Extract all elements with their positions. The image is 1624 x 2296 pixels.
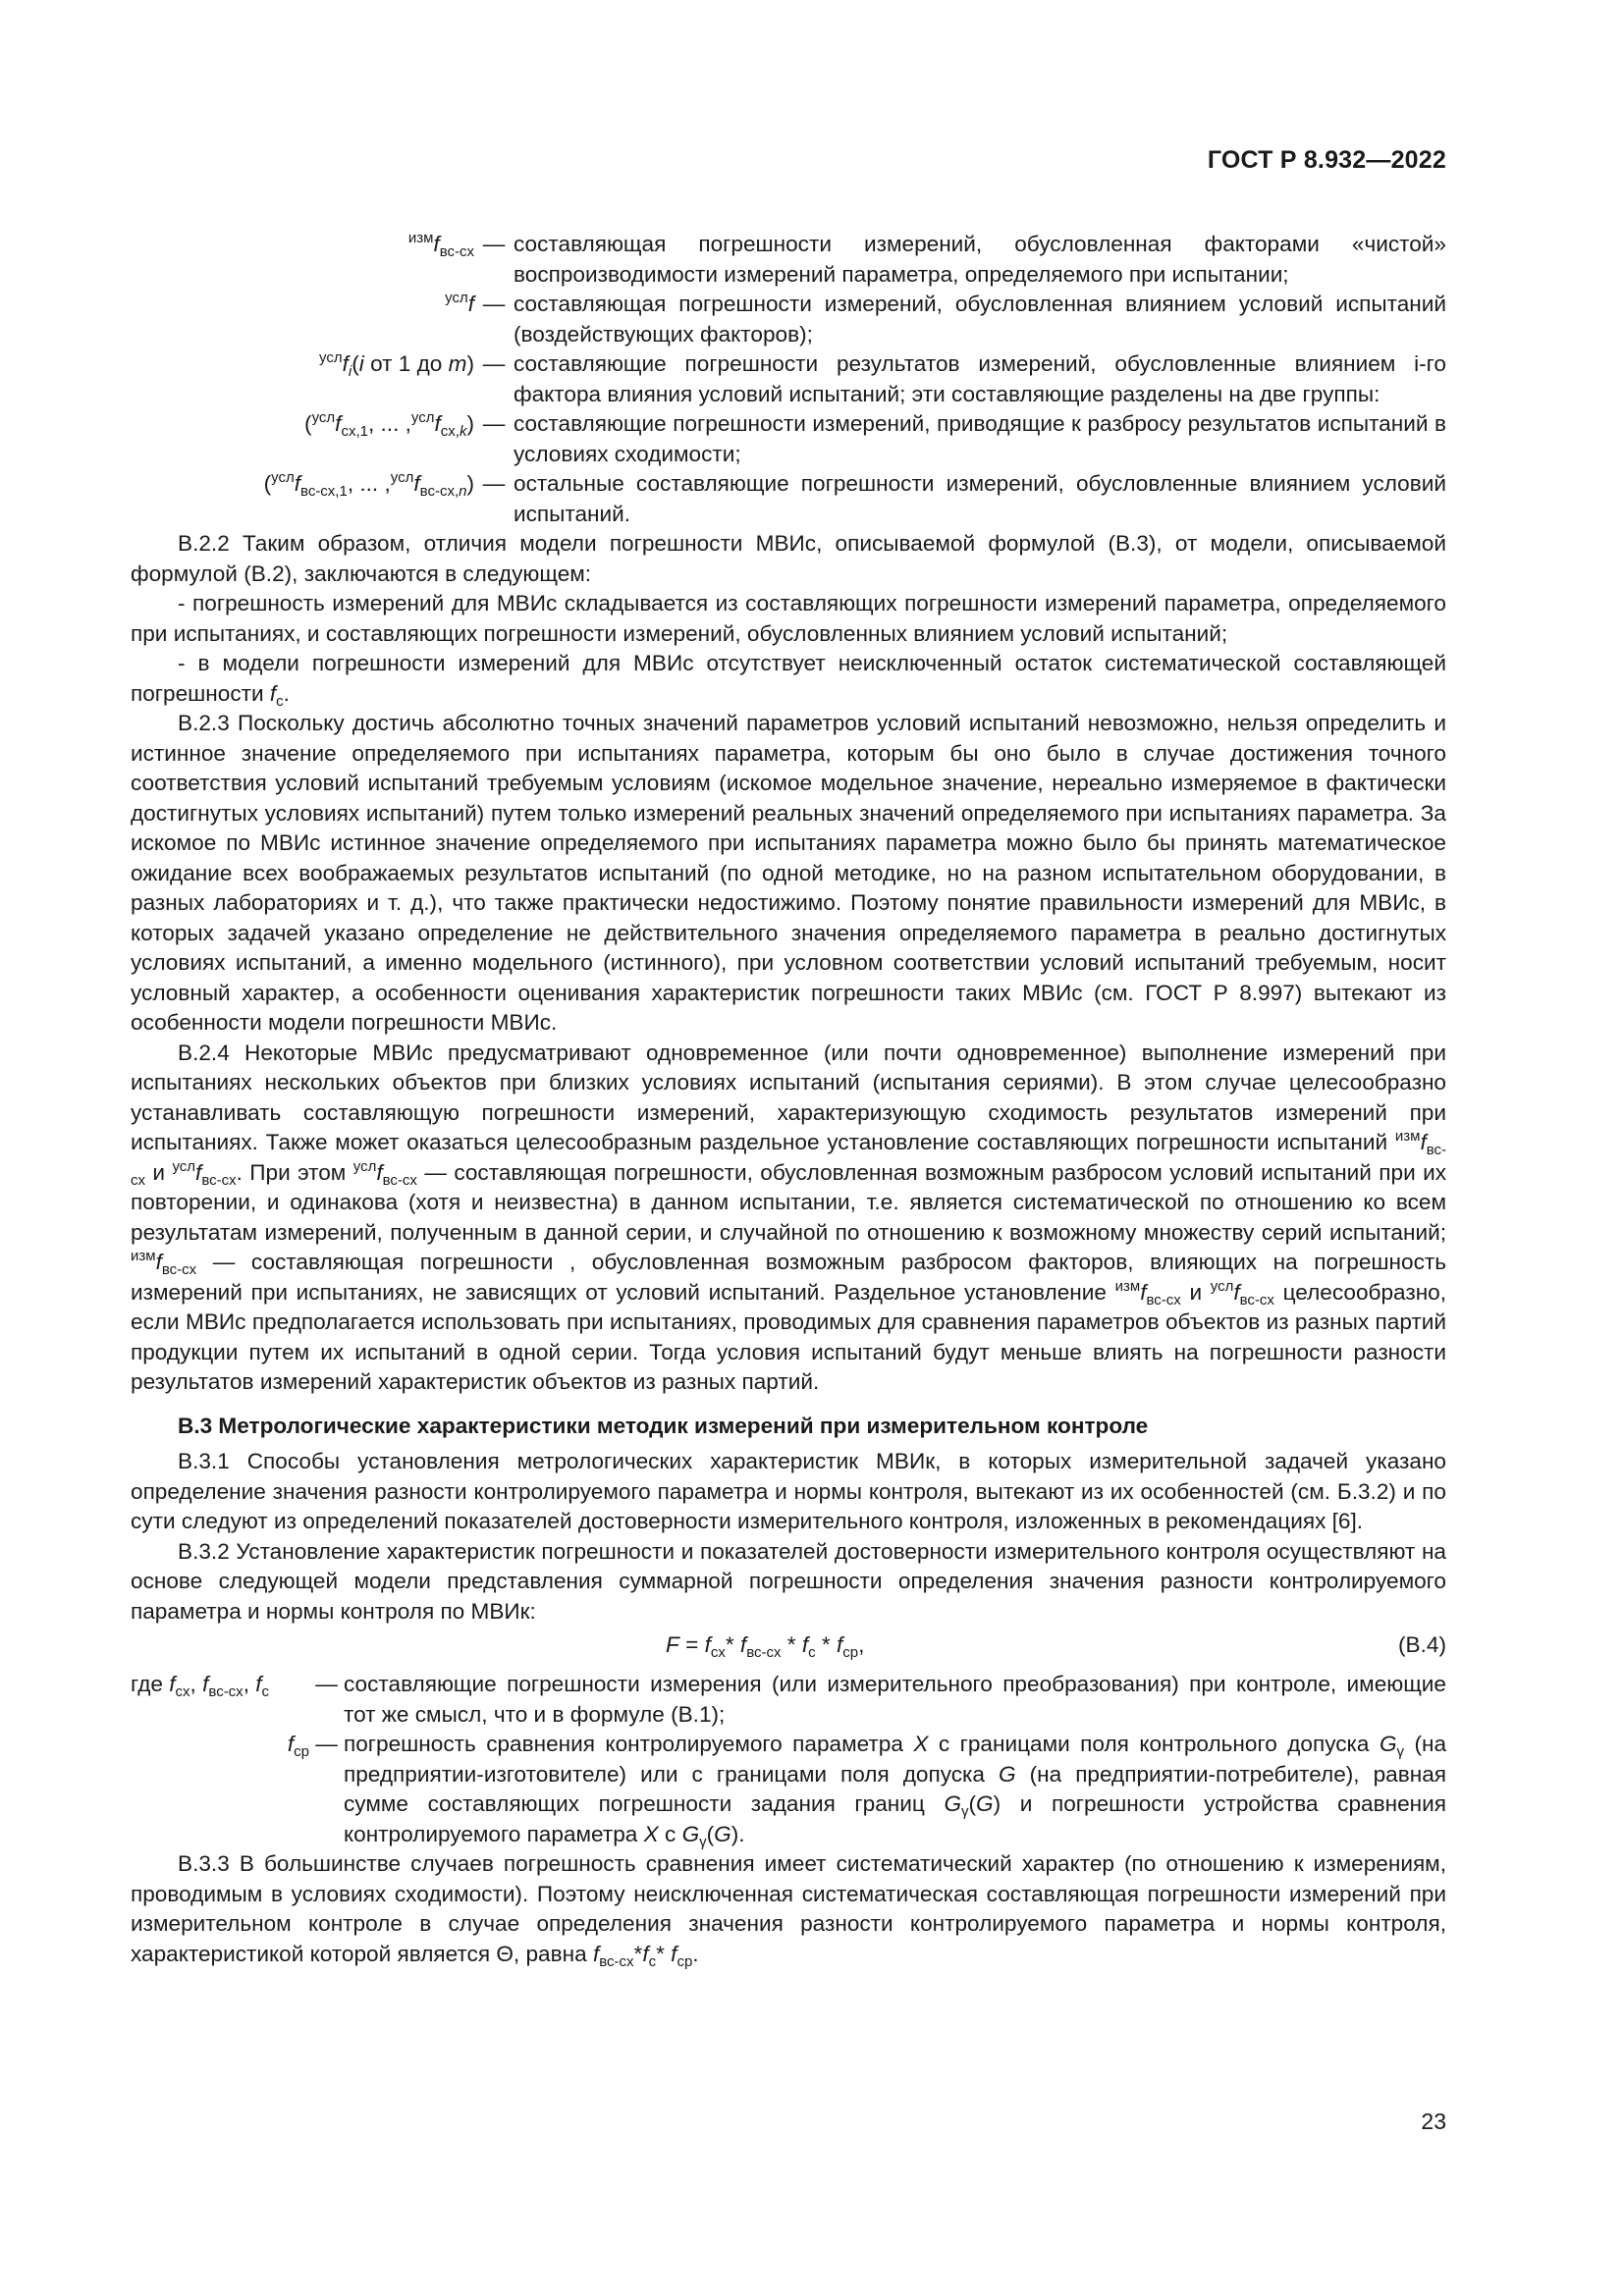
definition-symbol: ($^{усл}f_{сх,1}$, ... $,^{усл}f_{сх,k}$) xyxy=(304,409,474,440)
paragraph-b22: В.2.2 Таким образом, отличия модели погрешности МВИс, описываемой формулой (В.3), от модели, описываемой формулой (В.2), заключаются в следующем: xyxy=(131,531,1446,586)
page-number: 23 xyxy=(1421,2109,1446,2134)
paragraph-b33: В.3.3 В большинстве случаев погрешность сравнения имеет систематический характер (по отношению к измерениям, проводимым в условиях сходимости). Поэтому неисключенная систематическая составляющая погрешности измерений при измерительном контроле в случае определения значения разности контролируемого параметра и нормы контроля, характеристикой которой является Θ, равна $f_{вс-сх}*f_с*$ $f_{ср}$. xyxy=(131,1851,1446,1970)
formula-expression: $F = f_{сх}*$ $f_{вс-сх} * f_с * f_{ср}$, xyxy=(666,1632,865,1661)
definition-text: составляющая погрешности измерений, обусловленная влиянием условий испытаний (воздействующих факторов); xyxy=(514,292,1446,347)
definition-text: погрешность сравнения контролируемого параметра X с границами поля контрольного допуска $G_\gamma$ (на предприятии-изготовителе) или с границами поля допуска G (на предприятии-потребителе), равная сумме составляющих погрешности задания границ $G_\gamma(G)$ и погрешности устройства сравнения контролируемого параметра X с $G_\gamma(G)$. xyxy=(344,1732,1447,1850)
definition-row: $^{усл}$f — составляющая погрешности измерений, обусловленная влиянием условий испытаний (воздействующих факторов); xyxy=(131,290,1446,349)
paragraph-b31: В.3.1 Способы установления метрологических характеристик МВИк, в которых измерительной задачей указано определение значения разности контролируемого параметра и нормы контроля, вытекают из их особенностей (см. Б.3.2) и по сути следуют из определений показателей достоверности измерительного контроля, изложенных в рекомендациях [6]. xyxy=(131,1449,1446,1533)
definitions-list-1 xyxy=(131,230,1446,529)
definition-text: остальные составляющие погрешности измерений, обусловленные влиянием условий испытаний. xyxy=(514,471,1446,526)
definition-row: $^{усл}f_i(i$ от 1 до m) — составляющие погрешности результатов измерений, обусловленные влиянием i-го фактора влияния условий испытаний; эти составляющие разделены на две группы: xyxy=(131,349,1446,409)
page-content xyxy=(131,142,1446,1969)
definition-text: составляющая погрешности измерений, обусловленная факторами «чистой» воспроизводимости измерений параметра, определяемого при испытании; xyxy=(514,232,1446,287)
definitions-list-2 xyxy=(131,1670,1446,1849)
definition-row: $^{изм}f_{вс-сх}$ — составляющая погрешности измерений, обусловленная факторами «чистой» воспроизводимости измерений параметра, определяемого при испытании; xyxy=(131,230,1446,290)
definition-symbol: $^{усл}$f xyxy=(445,290,474,316)
definition-symbol: $^{усл}f_i(i$ от 1 до m) xyxy=(319,349,474,380)
definition-text: составляющие погрешности измерения (или измерительного преобразования) при контроле, имеющие тот же смысл, что и в формуле (В.1); xyxy=(344,1672,1446,1727)
definition-symbol: $f_{ср}$ xyxy=(287,1732,309,1760)
section-heading-b3: В.3 Метрологические характеристики методик измерений при измерительном контроле xyxy=(178,1413,1149,1438)
formula-number: (В.4) xyxy=(1398,1632,1446,1657)
definition-symbol: где $f_{сх}$, $f_{вс-сх}$, $f_с$ xyxy=(131,1672,270,1700)
definition-row: где $f_{сх}$, $f_{вс-сх}$, $f_с$ — составляющие погрешности измерения (или измерительного преобразования) при контроле, имеющие тот же смысл, что и в формуле (В.1); xyxy=(131,1670,1446,1730)
paragraph-b22-item-b: - в модели погрешности измерений для МВИс отсутствует неисключенный остаток систематической составляющей погрешности $f_с$. xyxy=(131,651,1446,710)
definition-text: составляющие погрешности измерений, приводящие к разбросу результатов испытаний в условиях сходимости; xyxy=(514,411,1446,466)
paragraph-b32: В.3.2 Установление характеристик погрешности и показателей достоверности измерительного контроля осуществляют на основе следующей модели представления суммарной погрешности определения значения разности контролируемого параметра и нормы контроля по МВИк: xyxy=(131,1538,1446,1624)
definition-symbol: ($^{усл}f_{вс-сх,1}$, ... $,^{усл}f_{вс-сх,n}$) xyxy=(263,469,474,500)
definition-row: ($^{усл}f_{вс-сх,1}$, ... $,^{усл}f_{вс-сх,n}$) — остальные составляющие погрешности измерений, обусловленные влиянием условий испытаний. xyxy=(131,469,1446,529)
paragraph-b24: В.2.4 Некоторые МВИс предусматривают одновременное (или почти одновременное) выполнение измерений при испытаниях нескольких объектов при близких условиях испытаний (испытания сериями). В этом случае целесообразно устанавливать составляющую погрешности измерений, характеризующую сходимость результатов измерений при испытаниях. Также может оказаться целесообразным раздельное установление составляющих погрешности испытаний $^{изм}f_{вс-сх}$ и $^{усл}f_{вс-сх}$. При этом $^{усл}f_{вс-сх}$ — составляющая погрешности, обусловленная возможным разбросом условий испытаний при их повторении, и одинакова (хотя и неизвестна) в данном испытании, т.е. является систематической по отношению ко всем результатам измерений, полученным в данной серии, и случайной по отношению к возможному множеству серий испытаний; $^{изм}f_{вс-сх}$ — составляющая погрешности , обусловленная возможным разбросом факторов, влияющих на погрешность измерений при испытаниях, не зависящих от условий испытаний. Раздельное установление $^{изм}f_{вс-сх}$ и $^{усл}f_{вс-сх}$ целесообразно, если МВИс предполагается использовать при испытаниях, проводимых для сравнения параметров объектов из разных партий продукции путем их испытаний в одной серии. Тогда условия испытаний будут меньше влиять на погрешности разности результатов измерений характеристик объектов из разных партий. xyxy=(131,1040,1447,1394)
definition-text: составляющие погрешности результатов измерений, обусловленные влиянием i-го фактора влияния условий испытаний; эти составляющие разделены на две группы: xyxy=(514,351,1446,406)
document-id: ГОСТ Р 8.932—2022 xyxy=(1207,146,1446,174)
definition-symbol: $^{изм}f_{вс-сх}$ xyxy=(407,230,474,260)
paragraph-b22-item-a: - погрешность измерений для МВИс складывается из составляющих погрешности измерений параметра, определяемого при испытаниях, и составляющих погрешности измерений, обусловленных влиянием условий испытаний; xyxy=(131,591,1446,646)
definition-row: ($^{усл}f_{сх,1}$, ... $,^{усл}f_{сх,k}$) — составляющие погрешности измерений, приводящие к разбросу результатов испытаний в условиях сходимости; xyxy=(131,409,1446,469)
formula-b4 xyxy=(131,1630,1446,1664)
paragraph-b23: В.2.3 Поскольку достичь абсолютно точных значений параметров условий испытаний невозможно, нельзя определить и истинное значение определяемого при испытаниях параметра, которым бы оно было в случае достижения точного соответствия условий испытаний требуемым условиям (искомое модельное значение, нереально измеряемое в фактически достигнутых условиях испытаний) путем только измерений реальных значений определяемого при испытаниях параметра. За искомое по МВИс истинное значение определяемого при испытаниях параметра можно было бы принять математическое ожидание всех воображаемых результатов испытаний (по одной методике, но на разном испытательном оборудовании, в разных лабораториях и т. д.), что также практически недостижимо. Поэтому понятие правильности измерений для МВИс, в которых задачей указано определение не действительного значения определяемого параметра в реально достигнутых условиях испытаний, а именно модельного (истинного), при условном соответствии условий испытаний требуемым, носит условный характер, а особенности оценивания характеристик погрешности таких МВИс (см. ГОСТ Р 8.997) вытекают из особенности модели погрешности МВИс. xyxy=(131,711,1446,1035)
definition-row: $f_{ср}$ — погрешность сравнения контролируемого параметра X с границами поля контрольного допуска $G_\gamma$ (на предприятии-изготовителе) или с границами поля допуска G (на предприятии-потребителе), равная сумме составляющих погрешности задания границ $G_\gamma(G)$ и погрешности устройства сравнения контролируемого параметра X с $G_\gamma(G)$. xyxy=(131,1730,1446,1849)
